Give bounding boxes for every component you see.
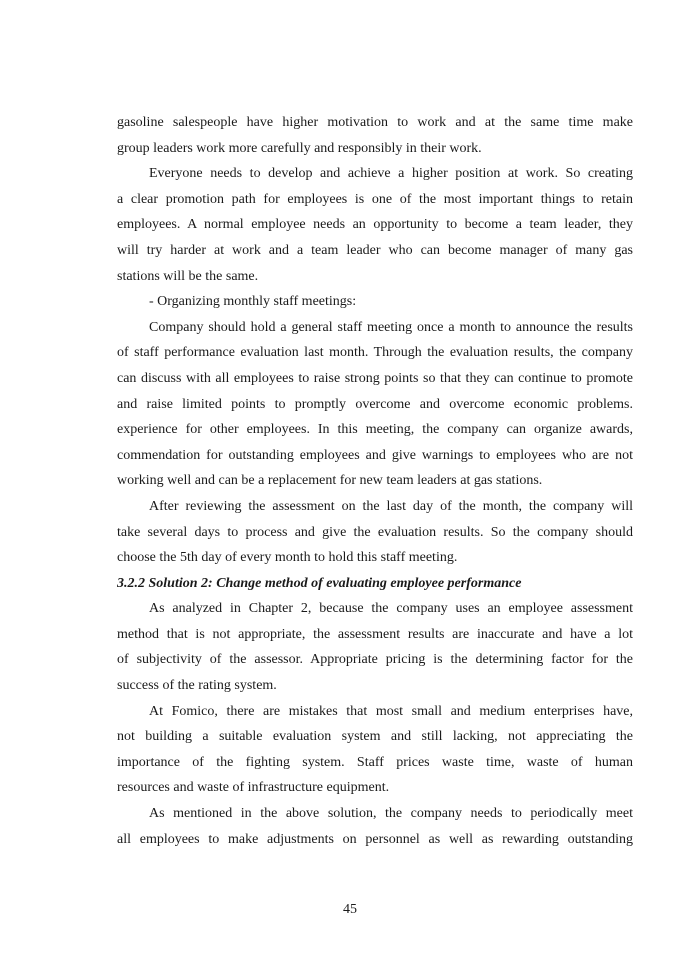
text-line: all employees to make adjustments on personnel as well as rewarding outstanding xyxy=(117,831,633,847)
text-line: employees. A normal employee needs an opportunity to become a team leader, they xyxy=(117,217,633,233)
text-line: importance of the fighting system. Staff prices waste time, waste of human xyxy=(117,754,633,770)
text-line: experience for other employees. In this meeting, the company can organize awards, xyxy=(117,422,633,438)
section-heading: 3.2.2 Solution 2: Change method of evaluating employee performance xyxy=(117,575,522,591)
body-text xyxy=(117,110,633,852)
text-line: success of the rating system. xyxy=(117,678,277,694)
text-line: can discuss with all employees to raise strong points so that they can continue to promote xyxy=(117,370,633,386)
text-line: of subjectivity of the assessor. Appropriate pricing is the determining factor for the xyxy=(117,652,633,668)
text-line: Everyone needs to develop and achieve a higher position at work. So creating xyxy=(149,166,633,182)
page-number: 45 xyxy=(343,902,357,917)
text-line: not building a suitable evaluation system and still lacking, not appreciating the xyxy=(117,729,633,745)
text-line: take several days to process and give the evaluation results. So the company should xyxy=(117,524,633,540)
text-line: group leaders work more carefully and responsibly in their work. xyxy=(117,140,482,156)
text-line: working well and can be a replacement for new team leaders at gas stations. xyxy=(117,473,543,489)
text-line: As mentioned in the above solution, the company needs to periodically meet xyxy=(149,806,633,822)
text-line: choose the 5th day of every month to hold this staff meeting. xyxy=(117,550,458,566)
text-line: will try harder at work and a team leader who can become manager of many gas xyxy=(117,242,633,258)
text-line: Company should hold a general staff meeting once a month to announce the results xyxy=(149,319,633,335)
text-line: stations will be the same. xyxy=(117,268,259,284)
text-line: of staff performance evaluation last month. Through the evaluation results, the company xyxy=(117,345,633,361)
text-line: commendation for outstanding employees and give warnings to employees who are not xyxy=(117,447,633,463)
text-line: a clear promotion path for employees is one of the most important things to retain xyxy=(117,191,633,207)
text-line: As analyzed in Chapter 2, because the company uses an employee assessment xyxy=(149,601,633,617)
text-line: At Fomico, there are mistakes that most small and medium enterprises have, xyxy=(149,703,633,719)
text-line: method that is not appropriate, the assessment results are inaccurate and have a lot xyxy=(117,626,633,642)
text-line: - Organizing monthly staff meetings: xyxy=(149,294,357,310)
text-line: and raise limited points to promptly overcome and overcome economic problems. xyxy=(117,396,633,412)
text-line: gasoline salespeople have higher motivation to work and at the same time make xyxy=(117,115,633,130)
text-line: resources and waste of infrastructure equipment. xyxy=(117,780,390,796)
text-line: After reviewing the assessment on the last day of the month, the company will xyxy=(149,498,633,514)
